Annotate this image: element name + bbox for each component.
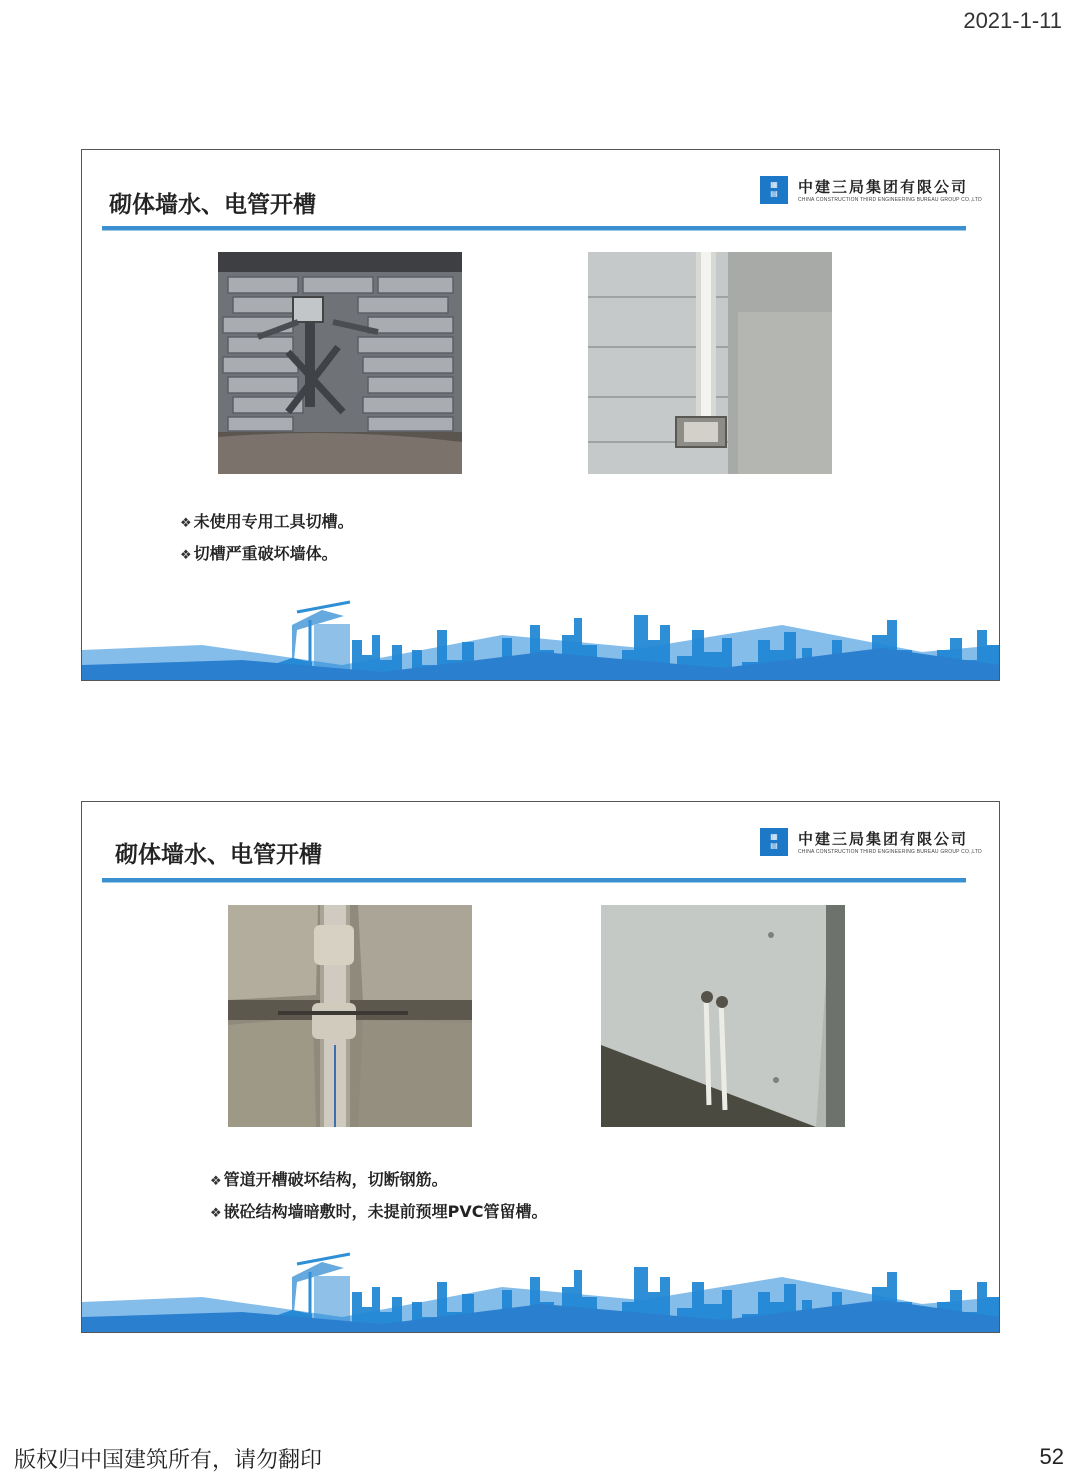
photo-wall-pipe-groove	[588, 252, 832, 474]
company-logo	[760, 828, 980, 860]
diamond-bullet-icon: ❖	[210, 1206, 222, 1221]
bullet-list	[210, 1168, 548, 1232]
company-name-cn: 中建三局集团有限公司	[798, 830, 969, 848]
diamond-bullet-icon: ❖	[210, 1174, 222, 1189]
slide-1	[81, 149, 1000, 681]
photo-wall-slot-box	[218, 252, 462, 474]
photo-pipe-groove-structure	[228, 905, 472, 1127]
bullet-item: ❖ 管道开槽破坏结构，切断钢筋。	[210, 1170, 448, 1189]
city-skyline-decoration	[82, 590, 999, 680]
page-number: 52	[1039, 1444, 1064, 1469]
company-logo-icon: ▦ ▤	[760, 828, 788, 856]
title-divider	[102, 878, 966, 883]
bullet-item: ❖ 切槽严重破坏墙体。	[180, 544, 338, 563]
company-name-cn: 中建三局集团有限公司	[798, 178, 969, 196]
slide-title: 砌体墙水、电管开槽	[109, 192, 316, 218]
photo-concrete-wall-pipes	[601, 905, 845, 1127]
company-name-en: CHINA CONSTRUCTION THIRD ENGINEERING BUREAU GROUP CO.,LTD	[798, 849, 982, 855]
title-divider	[102, 226, 966, 231]
document-date: 2021-1-11	[963, 8, 1062, 33]
slide-title: 砌体墙水、电管开槽	[115, 842, 322, 868]
city-skyline-decoration	[82, 1242, 999, 1332]
diamond-bullet-icon: ❖	[180, 548, 192, 563]
bullet-item: ❖ 未使用专用工具切槽。	[180, 512, 354, 531]
bullet-list	[180, 510, 354, 574]
bullet-item: ❖ 嵌砼结构墙暗敷时，未提前预埋PVC管留槽。	[210, 1202, 548, 1221]
company-logo-icon: ▦ ▤	[760, 176, 788, 204]
company-logo	[760, 176, 980, 208]
copyright-notice: 版权归中国建筑所有，请勿翻印	[14, 1448, 323, 1473]
company-name-en: CHINA CONSTRUCTION THIRD ENGINEERING BUREAU GROUP CO.,LTD	[798, 197, 982, 203]
diamond-bullet-icon: ❖	[180, 516, 192, 531]
slide-2	[81, 801, 1000, 1333]
